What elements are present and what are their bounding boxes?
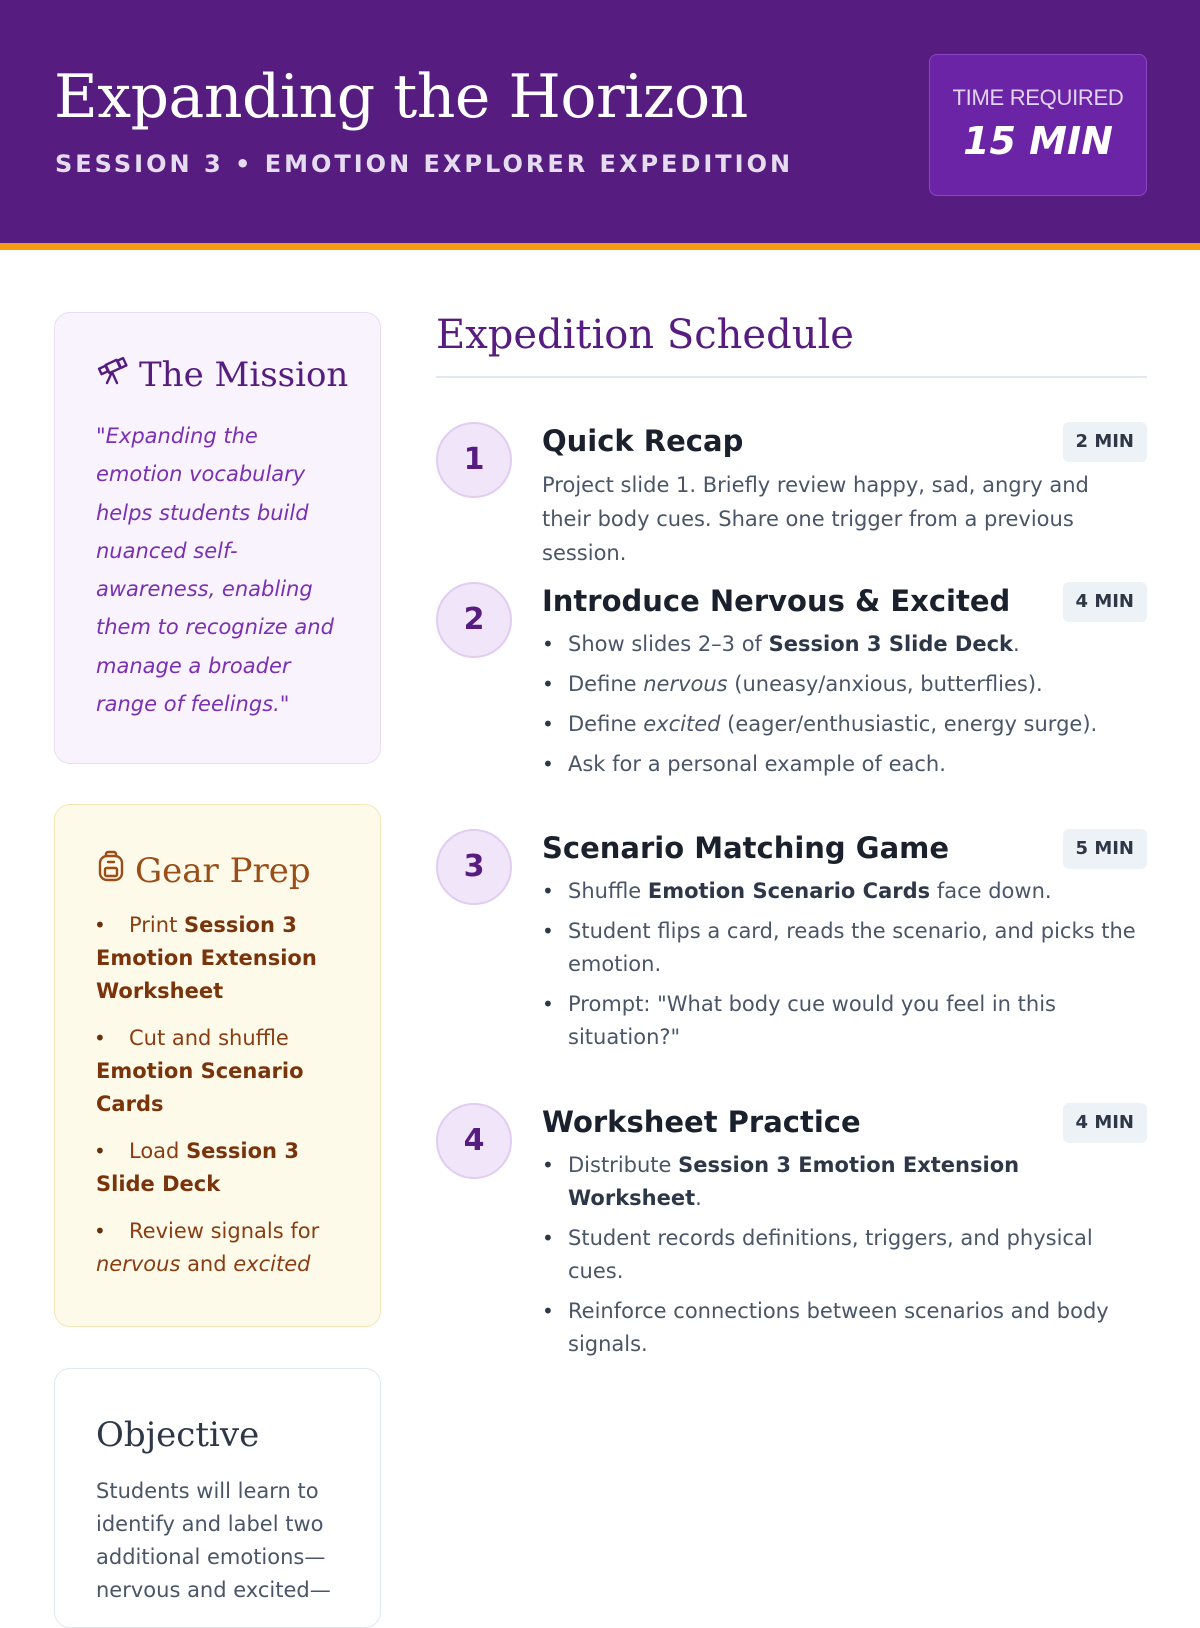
- step-number: 2: [436, 582, 512, 658]
- step-list: [542, 1149, 1147, 1368]
- list-item: • Load Session 3 Slide Deck: [96, 1135, 342, 1201]
- time-required-box: [929, 54, 1147, 196]
- step-number: 4: [436, 1103, 512, 1179]
- list-item: • Student records definitions, triggers, and physical cues.: [542, 1222, 1147, 1288]
- objective-title: Objective: [96, 1415, 260, 1455]
- list-item: • Distribute Session 3 Emotion Extension Worksheet.: [542, 1149, 1147, 1215]
- mission-title: The Mission: [139, 355, 349, 395]
- list-item: • Ask for a personal example of each.: [542, 748, 1147, 781]
- backpack-icon: [97, 850, 125, 891]
- gear-prep-card: [54, 804, 381, 1327]
- page-title: Expanding the Horizon: [54, 62, 748, 132]
- page-subtitle: SESSION 3 • EMOTION EXPLORER EXPEDITION: [55, 150, 794, 178]
- step-description: Project slide 1. Briefly review happy, sad, angry and their body cues. Share one trigger from a previous session.: [542, 473, 1089, 565]
- objective-text: Students will learn to identify and label two additional emotions—nervous and excited—: [96, 1479, 331, 1602]
- step-number: 1: [436, 422, 512, 498]
- time-required-label: TIME REQUIRED: [952, 85, 1124, 110]
- step-title: Worksheet Practice: [542, 1105, 861, 1139]
- gear-prep-title: Gear Prep: [135, 851, 311, 891]
- duration-badge: 5 MIN: [1063, 829, 1147, 869]
- step-number: 3: [436, 829, 512, 905]
- step-title: Scenario Matching Game: [542, 831, 950, 865]
- step-list: [542, 875, 1147, 1061]
- list-item: • Review signals for nervous and excited: [96, 1215, 342, 1281]
- gear-prep-heading: [97, 851, 311, 894]
- list-item: • Show slides 2–3 of Session 3 Slide Deck.: [542, 628, 1147, 661]
- divider: [436, 376, 1147, 378]
- list-item: • Reinforce connections between scenarios and body signals.: [542, 1295, 1147, 1361]
- step-title: Quick Recap: [542, 424, 744, 458]
- duration-badge: 4 MIN: [1063, 1103, 1147, 1143]
- mission-heading: [97, 355, 348, 397]
- objective-card: [54, 1368, 381, 1628]
- list-item: • Cut and shuffle Emotion Scenario Cards: [96, 1022, 342, 1121]
- page-header: [0, 0, 1200, 250]
- list-item: • Print Session 3 Emotion Extension Worksheet: [96, 909, 342, 1008]
- step-title: Introduce Nervous & Excited: [542, 584, 1011, 618]
- duration-badge: 2 MIN: [1063, 422, 1147, 462]
- step-list: [542, 628, 1147, 788]
- list-item: • Shuffle Emotion Scenario Cards face down.: [542, 875, 1147, 908]
- duration-badge: 4 MIN: [1063, 582, 1147, 622]
- list-item: • Define excited (eager/enthusiastic, energy surge).: [542, 708, 1147, 741]
- mission-card: [54, 312, 381, 764]
- mission-quote: "Expanding the emotion vocabulary helps students build nuanced self-awareness, enabling them to recognize and manage a broader range of feelings.": [96, 424, 334, 717]
- time-required-value: 15 MIN: [963, 119, 1113, 163]
- gear-prep-list: [96, 909, 342, 1295]
- schedule-title: Expedition Schedule: [436, 312, 854, 358]
- list-item: • Student flips a card, reads the scenario, and picks the emotion.: [542, 915, 1147, 981]
- list-item: • Prompt: "What body cue would you feel in this situation?": [542, 988, 1147, 1054]
- telescope-icon: [97, 354, 129, 394]
- list-item: • Define nervous (uneasy/anxious, butterflies).: [542, 668, 1147, 701]
